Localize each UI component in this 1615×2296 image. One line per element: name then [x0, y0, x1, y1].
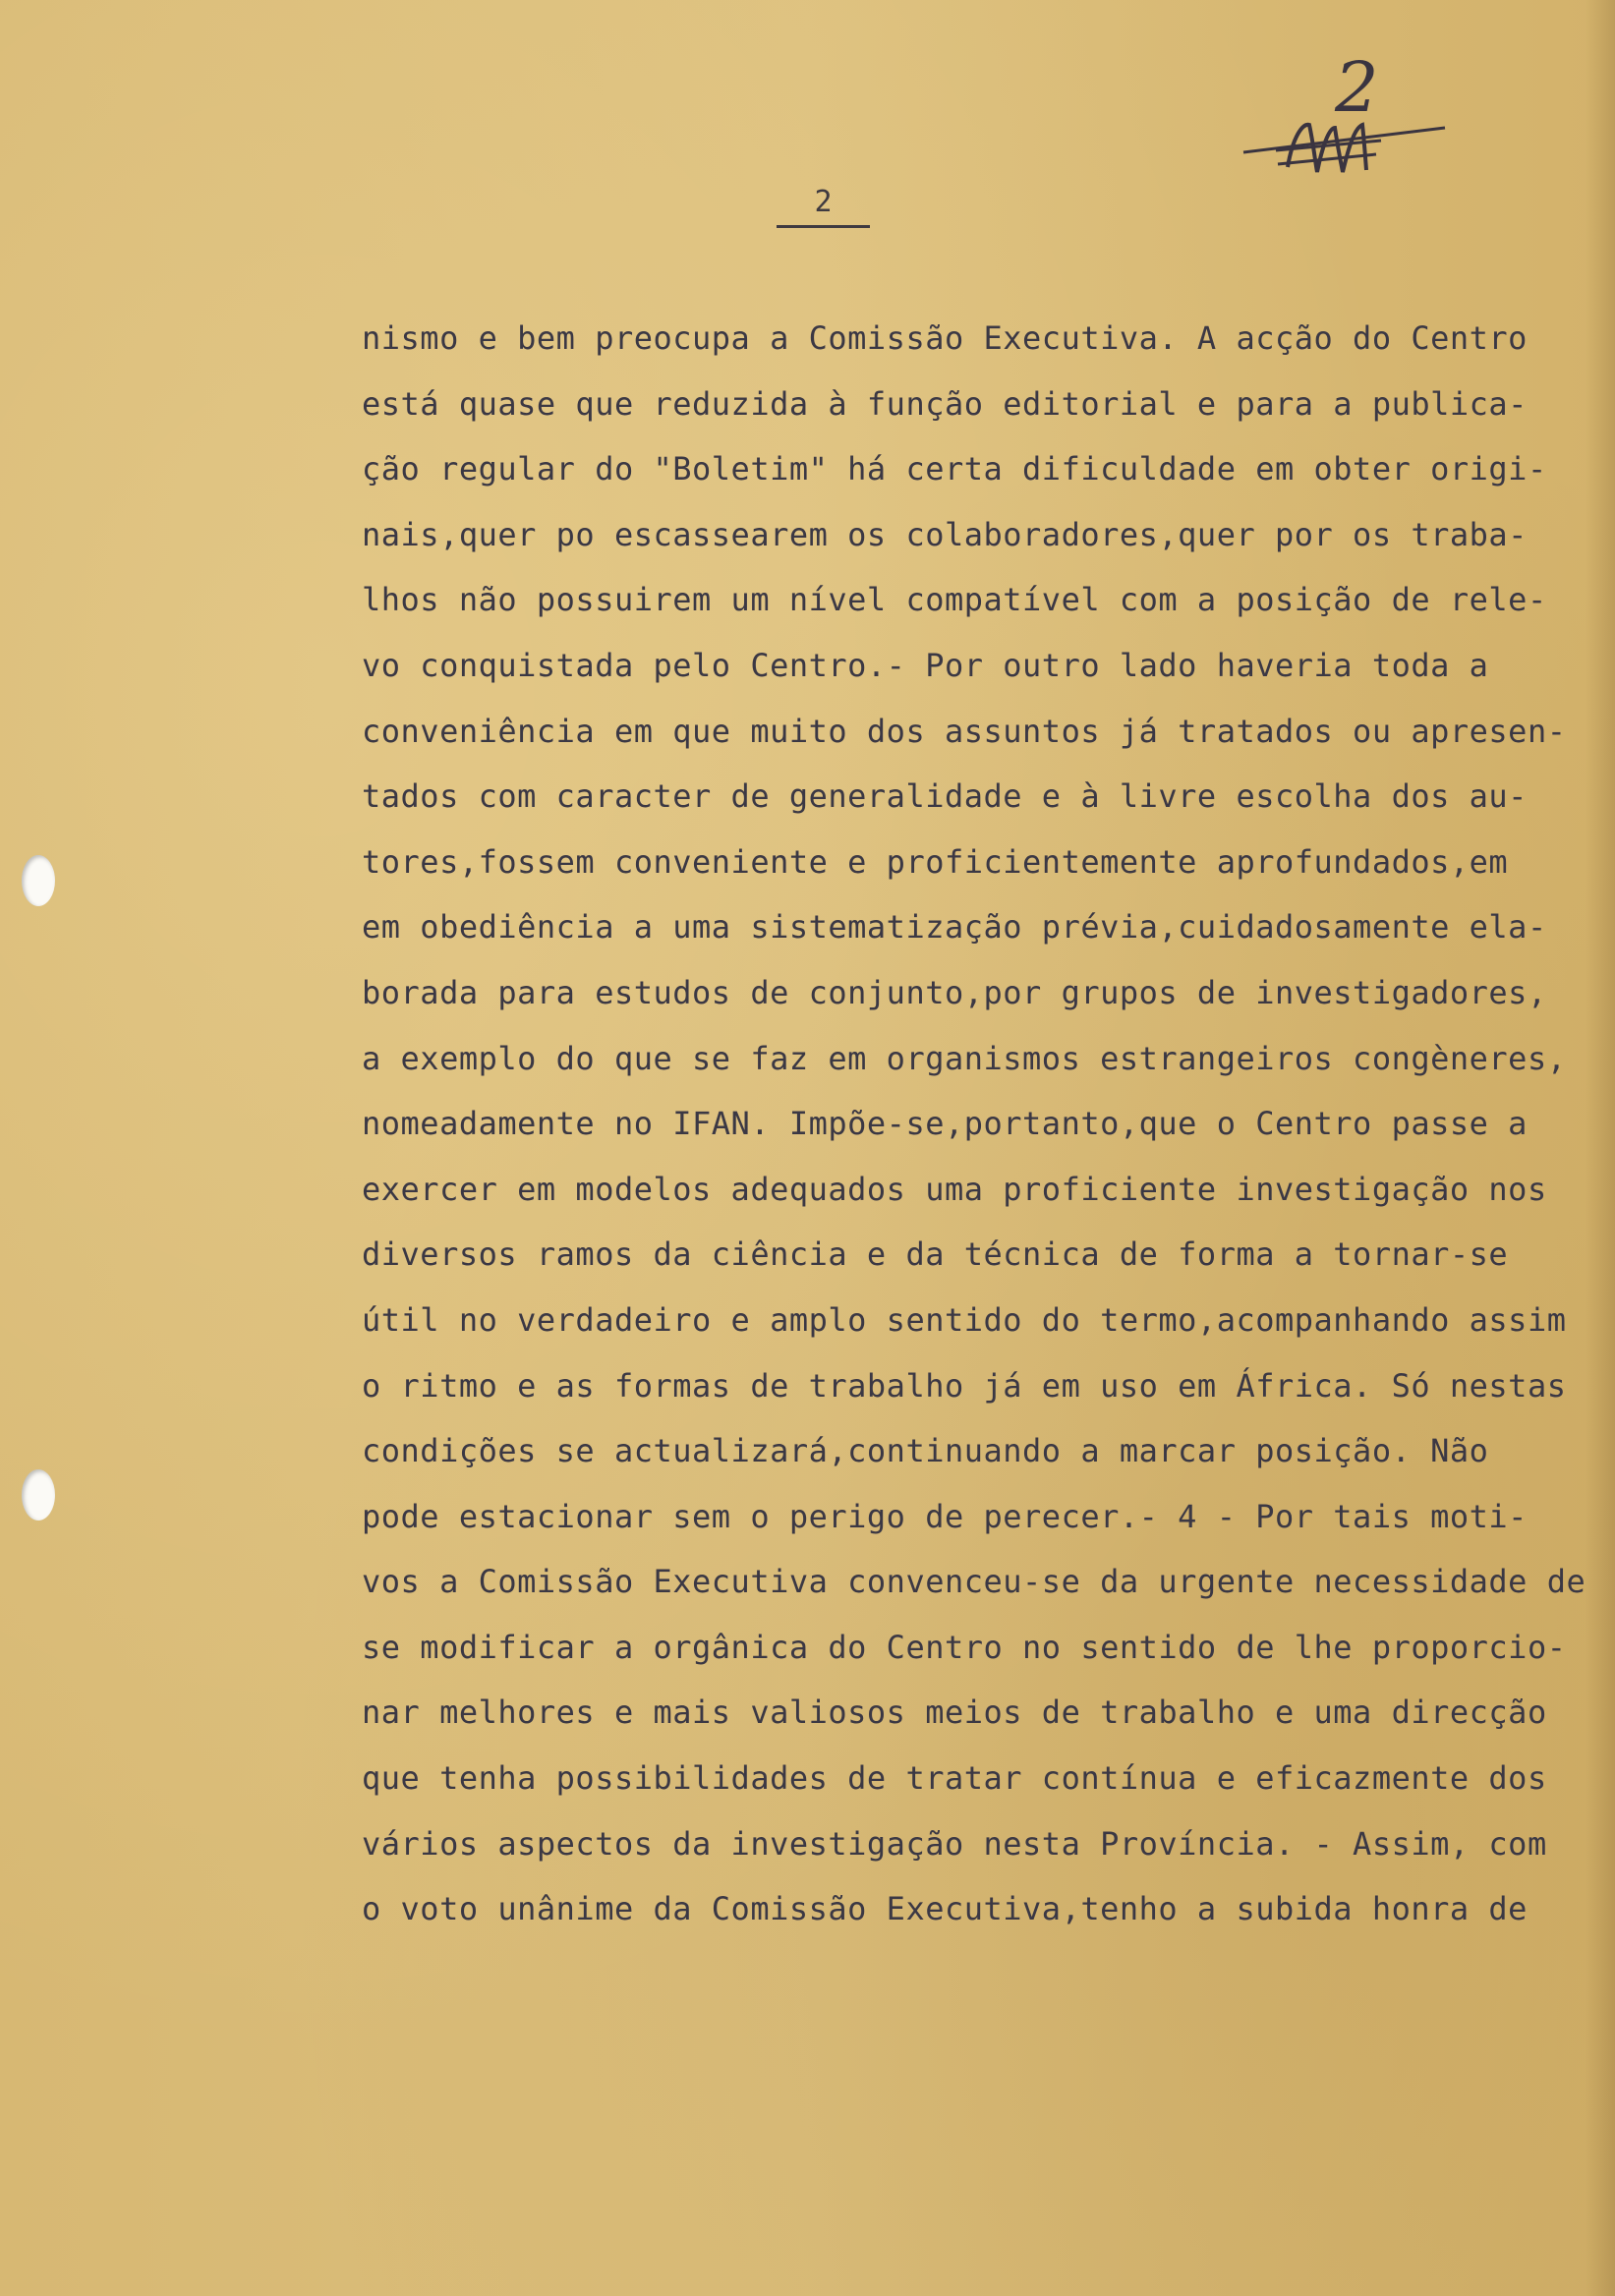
- handwritten-folio-mark: [1219, 34, 1455, 201]
- text-line: nomeadamente no IFAN. Impõe-se,portanto,que o Centro passe a: [362, 1105, 1528, 1143]
- text-line: borada para estudos de conjunto,por grupos de investigadores,: [362, 973, 1547, 1011]
- punch-hole: [22, 855, 55, 906]
- text-line: a exemplo do que se faz em organismos estrangeiros congèneres,: [362, 1039, 1567, 1077]
- text-line: o voto unânime da Comissão Executiva,tenho a subida honra de: [362, 1890, 1528, 1928]
- text-line: está quase que reduzida à função editorial e para a publica-: [362, 384, 1528, 423]
- text-line: vários aspectos da investigação nesta Província. - Assim, com: [362, 1824, 1547, 1863]
- text-line: tores,fossem conveniente e proficientemente aprofundados,em: [362, 842, 1509, 881]
- page-number: 2: [777, 185, 870, 228]
- text-line: conveniência em que muito dos assuntos já tratados ou apresen-: [362, 712, 1567, 750]
- text-line: que tenha possibilidades de tratar contínua e eficazmente dos: [362, 1759, 1547, 1798]
- text-line: lhos não possuirem um nível compatível com a posição de rele-: [362, 581, 1547, 619]
- text-line: vos a Comissão Executiva convenceu-se da urgente necessidade de: [362, 1563, 1586, 1601]
- folio-number: 2: [1335, 47, 1379, 128]
- text-line: nismo e bem preocupa a Comissão Executiva. A acção do Centro: [362, 319, 1528, 357]
- text-line: útil no verdadeiro e amplo sentido do termo,acompanhando assim: [362, 1300, 1567, 1339]
- text-line: ção regular do "Boletim" há certa dificuldade em obter origi-: [362, 450, 1547, 488]
- page-edge-shadow: [1586, 0, 1615, 2296]
- body-text: [362, 313, 1586, 1949]
- text-line: em obediência a uma sistematização prévia,cuidadosamente ela-: [362, 908, 1547, 947]
- text-line: vo conquistada pelo Centro.- Por outro lado haveria toda a: [362, 646, 1489, 684]
- folio-stamp-drawing: [1219, 34, 1455, 201]
- text-line: condições se actualizará,continuando a marcar posição. Não: [362, 1432, 1489, 1470]
- text-line: exercer em modelos adequados uma proficiente investigação nos: [362, 1170, 1547, 1208]
- text-line: nar melhores e mais valiosos meios de trabalho e uma direcção: [362, 1693, 1547, 1732]
- text-line: diversos ramos da ciência e da técnica de forma a tornar-se: [362, 1235, 1509, 1274]
- text-line: tados com caracter de generalidade e à livre escolha dos au-: [362, 777, 1528, 816]
- text-line: nais,quer po escassearem os colaboradores,quer por os traba-: [362, 515, 1528, 553]
- text-line: se modificar a orgânica do Centro no sentido de lhe proporcio-: [362, 1628, 1567, 1666]
- text-line: o ritmo e as formas de trabalho já em uso em África. Só nestas: [362, 1366, 1567, 1405]
- text-line: pode estacionar sem o perigo de perecer.- 4 - Por tais moti-: [362, 1497, 1528, 1535]
- punch-hole: [22, 1469, 55, 1521]
